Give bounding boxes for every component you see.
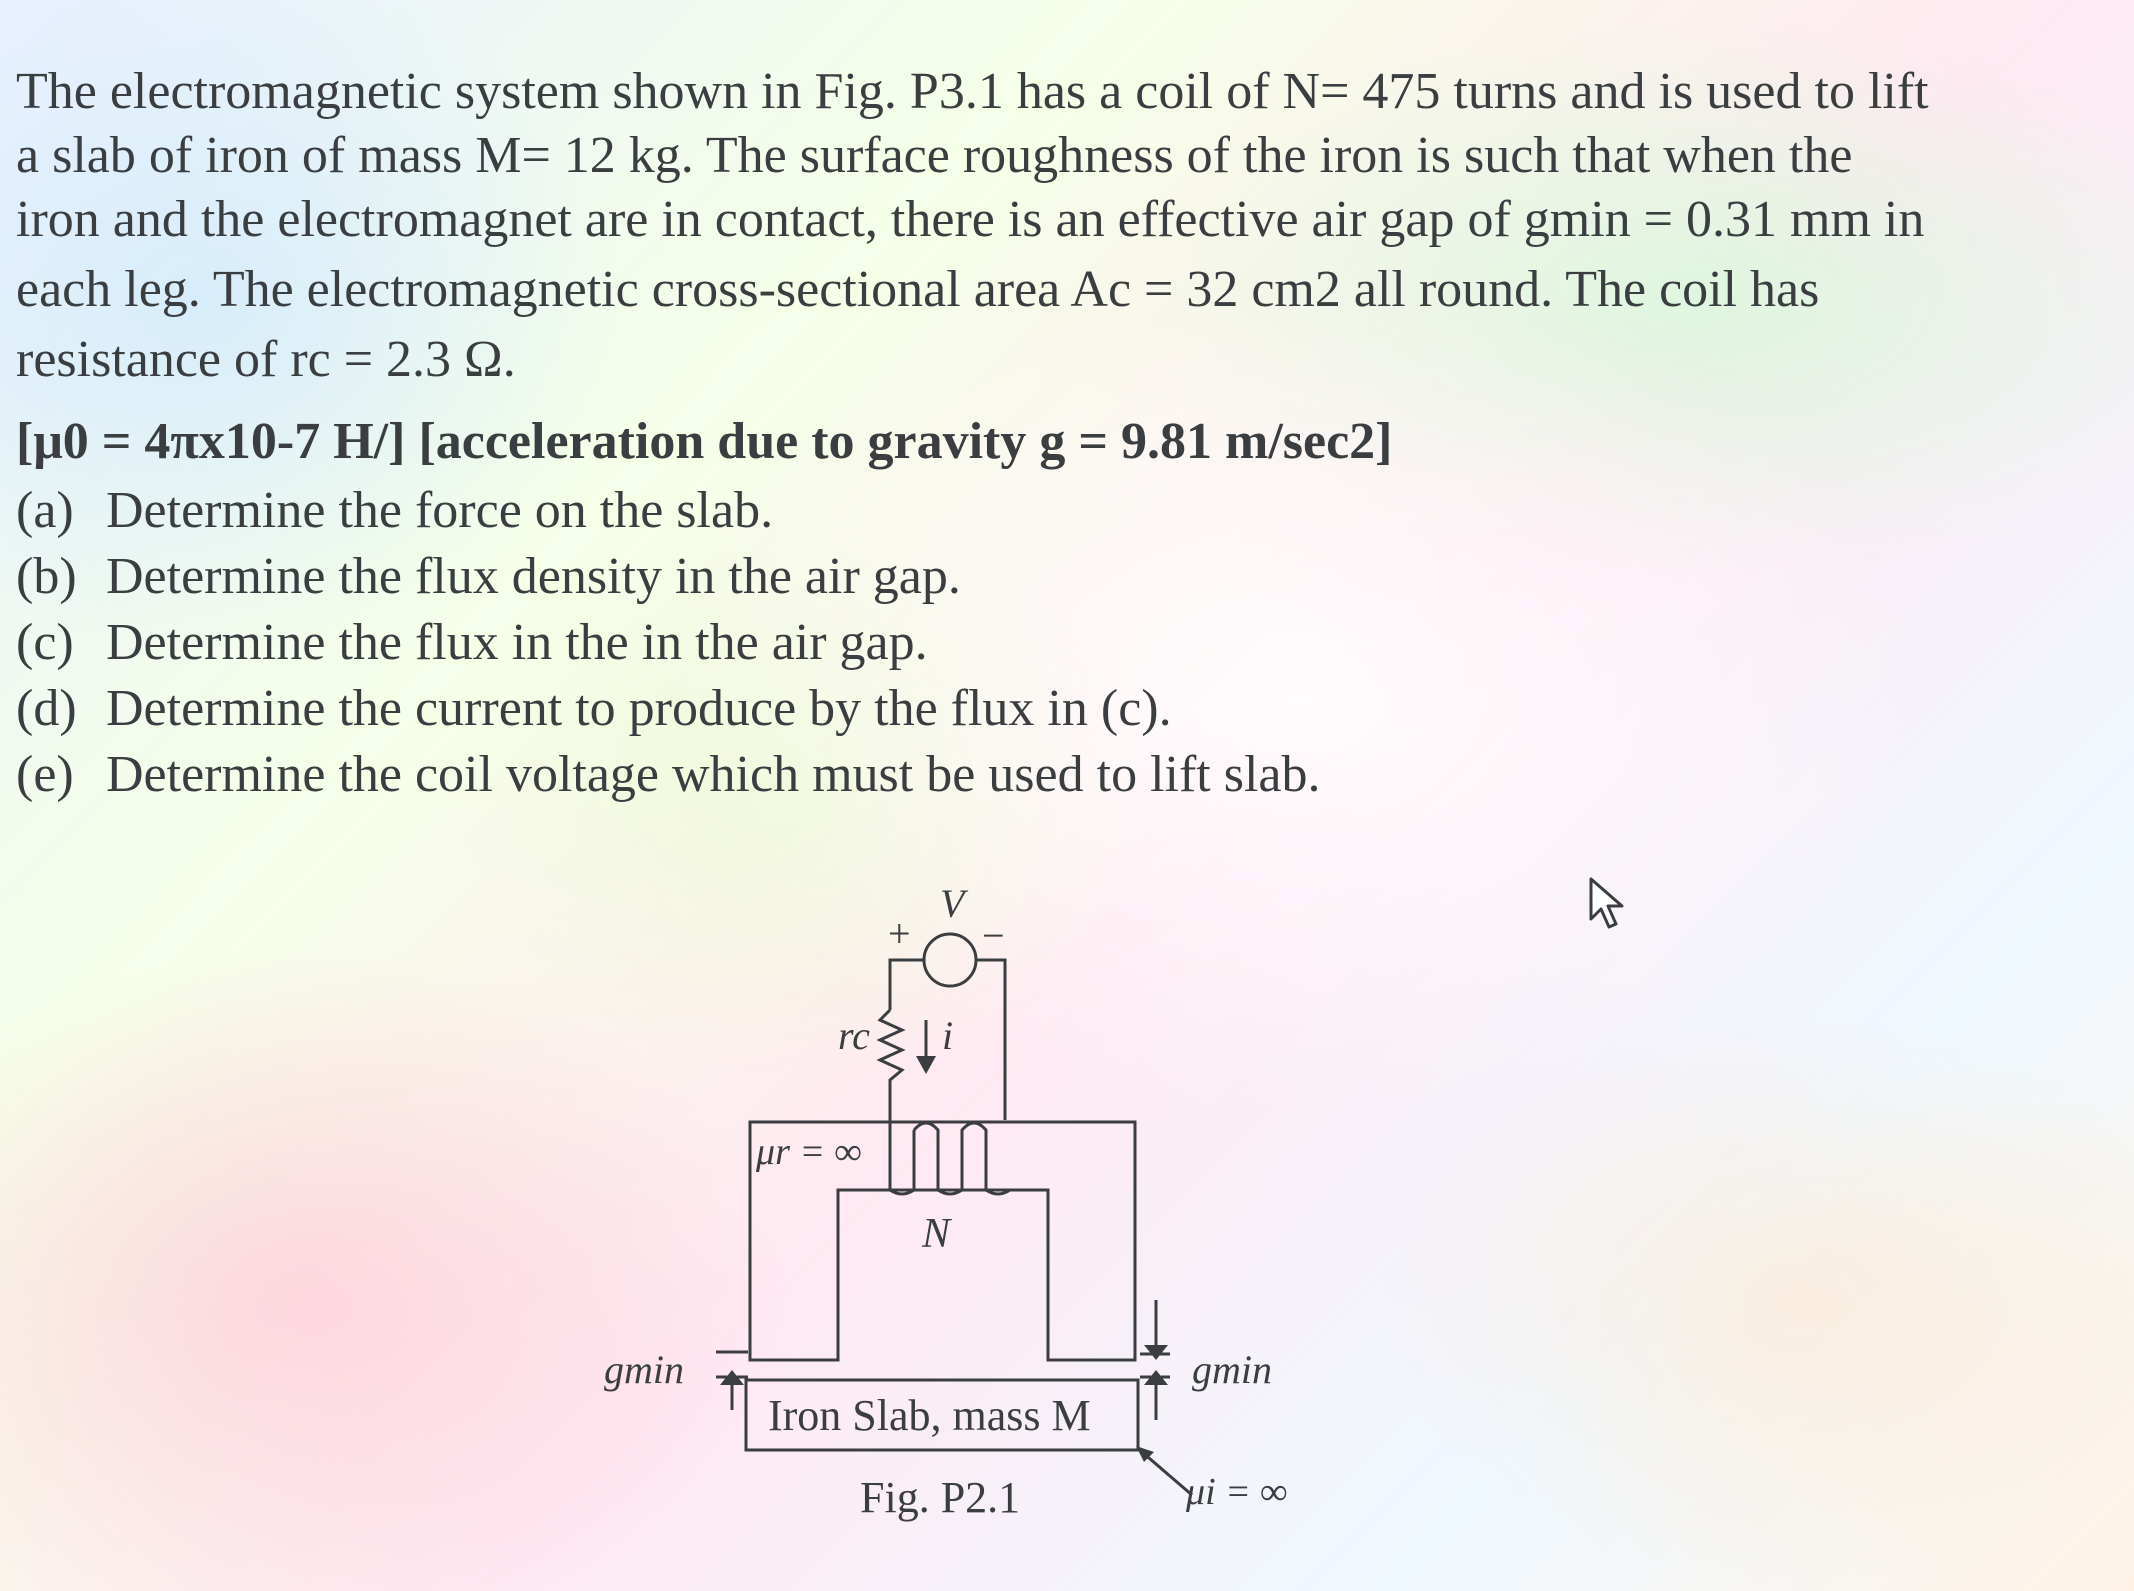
question-item: [16, 478, 2116, 544]
slab-permeability-label: μi = ∞: [1186, 1471, 1288, 1513]
question-letter: (c): [16, 614, 74, 671]
question-letter: (b): [16, 548, 77, 605]
question-text: Determine the coil voltage which must be used to lift slab.: [106, 746, 1321, 803]
problem-statement: [16, 60, 2116, 808]
minus-sign: −: [982, 913, 1005, 958]
question-text: Determine the flux density in the air gap.: [106, 548, 961, 605]
question-text: Determine the force on the slab.: [106, 482, 774, 539]
problem-intro: [16, 60, 2116, 392]
mouse-pointer-icon: [1585, 875, 1635, 935]
question-item: [16, 742, 2116, 808]
question-item: [16, 610, 2116, 676]
intro-line-1: The electromagnetic system shown in Fig. P3.1 has a coil of N= 475 turns and is used to lift: [16, 63, 1929, 120]
electromagnet-figure: [580, 880, 1340, 1520]
figure-caption: Fig. P2.1: [860, 1473, 1021, 1522]
coil-winding: [914, 1123, 1010, 1194]
right-lead-wire: [976, 960, 1005, 1115]
turns-label: N: [922, 1211, 951, 1257]
question-list: [16, 478, 2116, 808]
resistor-label: rc: [838, 1013, 870, 1058]
left-lead-wire: [890, 960, 924, 1010]
question-text: Determine the flux in the in the air gap.: [106, 614, 928, 671]
slab-pointer-line: [1142, 1452, 1192, 1495]
intro-line-2: a slab of iron of mass M= 12 kg. The surface roughness of the iron is such that when the: [16, 127, 1853, 184]
slab-label: Iron Slab, mass M: [768, 1391, 1091, 1440]
question-item: [16, 676, 2116, 742]
intro-line-4: each leg. The electromagnetic cross-sectional area Ac = 32 cm2 all round. The coil has: [16, 261, 1820, 318]
intro-line-3: iron and the electromagnet are in contact, there is an effective air gap of gmin = 0.31 mm in: [16, 191, 1925, 248]
current-label: i: [942, 1013, 954, 1058]
intro-line-5: resistance of rc = 2.3 Ω.: [16, 331, 516, 388]
question-letter: (d): [16, 680, 77, 737]
current-arrowhead: [916, 1056, 936, 1074]
question-text: Determine the current to produce by the flux in (c).: [106, 680, 1172, 737]
question-item: [16, 544, 2116, 610]
voltage-label: V: [940, 881, 965, 926]
core-permeability-label: μr = ∞: [756, 1131, 862, 1173]
right-gap-label: gmin: [1192, 1347, 1272, 1392]
given-constants: [μ0 = 4πx10-7 H/] [acceleration due to gravity g = 9.81 m/sec2]: [16, 413, 1393, 470]
plus-sign: +: [888, 911, 911, 956]
voltage-source-symbol: [924, 934, 976, 986]
resistor-symbol: [880, 1010, 902, 1130]
left-gap-label: gmin: [604, 1347, 684, 1392]
question-letter: (a): [16, 482, 74, 539]
question-letter: (e): [16, 746, 74, 803]
